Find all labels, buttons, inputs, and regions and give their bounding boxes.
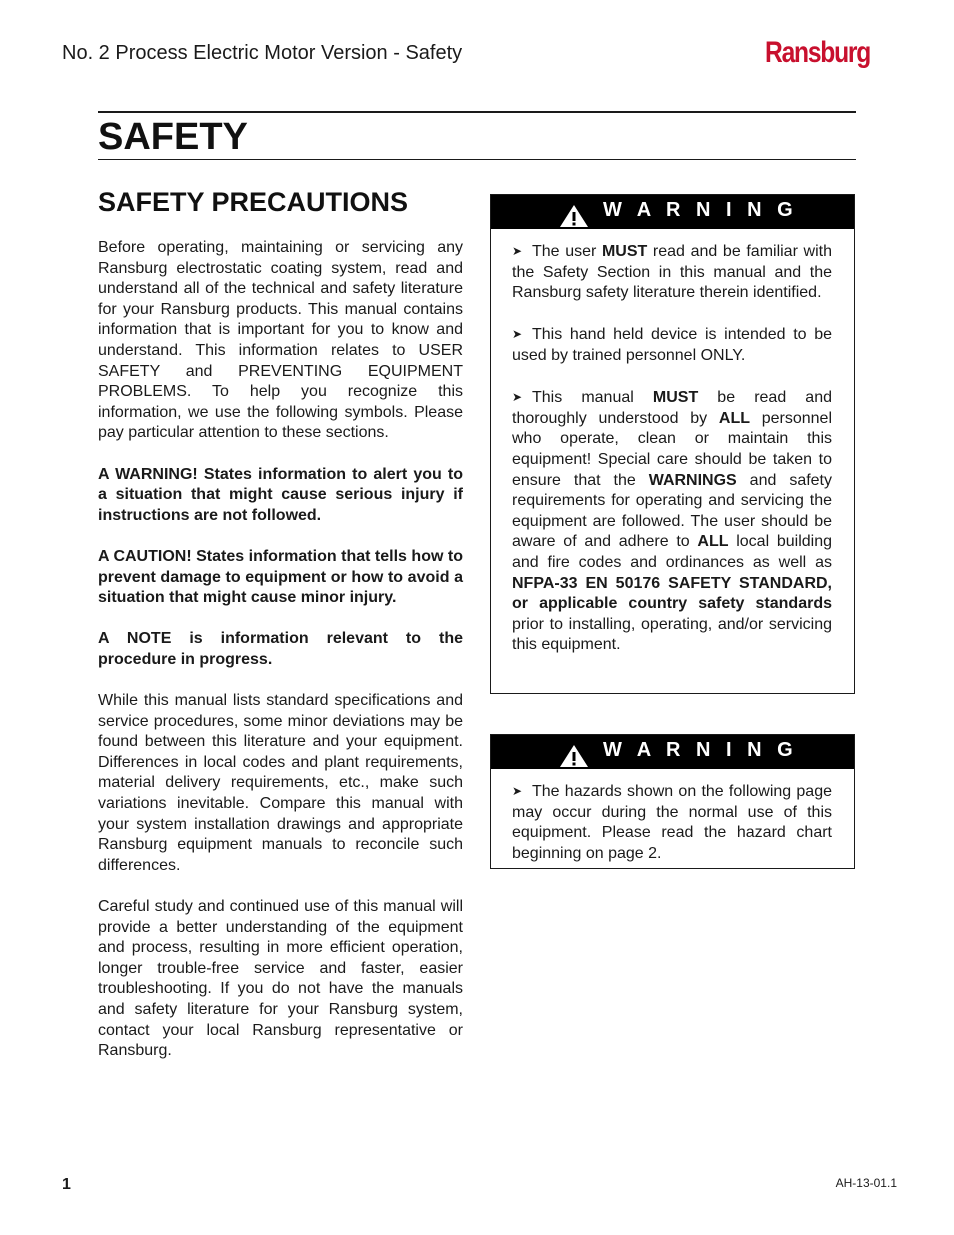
warning-header [491,195,854,229]
ransburg-logo: Ransburg [765,36,870,69]
warning-triangle-icon [559,204,589,228]
arrow-bullet-icon: ➤ [512,244,523,258]
title-rule-top [98,111,856,113]
warning-header [491,735,854,769]
warning-label: W A R N I N G [603,739,798,761]
caution-definition: A CAUTION! States information that tells how to prevent damage to equipment or how to avoid a situation that might cause minor injury. [98,547,463,607]
warning-body [491,229,854,670]
warning-triangle-icon [559,744,589,768]
running-header: No. 2 Process Electric Motor Version - Safety [62,42,463,64]
safety-precautions-body [98,238,463,1082]
section-title: SAFETY PRECAUTIONS [98,187,409,217]
warning-box-1 [490,194,855,694]
page-number: 1 [62,1176,71,1193]
page-title: SAFETY [98,116,248,158]
intro-paragraph: Before operating, maintaining or servicing any Ransburg electrostatic coating system, read and understand all of the technical and safety literature for your Ransburg products. This manual contains information that is important for you to know and understand. This information relates to USER SAFETY and PREVENTING EQUIPMENT PROBLEMS. To help you recognize this information, we use the following symbols. Please pay particular attention to these sections. [98,239,463,442]
warning-body [491,769,854,878]
warning-item: ➤ This hand held device is intended to be used by trained personnel ONLY. [512,326,832,364]
arrow-bullet-icon: ➤ [512,784,523,798]
arrow-bullet-icon: ➤ [512,390,523,405]
warning-item: ➤ This manual MUST be read and thoroughly understood by ALL personnel who operate, clean or maintain this equipment! Special care should be taken to ensure that the WARNINGS and safety requirements for operating and servicing the equipment are followed. The user should be aware of and adhere to ALL local building and fire codes and ordinances as well as NFPA-33 EN 50176 SAFETY STANDARD, or applicable country safety standards prior to installing, operating, and/or servicing this equipment. [512,389,833,654]
arrow-bullet-icon: ➤ [512,327,523,342]
warning-definition: A WARNING! States information to alert you to a situation that might cause serious injury if instructions are not followed. [98,465,463,524]
warning-item: ➤ The hazards shown on the following page may occur during the normal use of this equipment. Please read the hazard chart beginning on page 2. [512,783,832,862]
title-rule-bottom [98,159,856,160]
deviations-paragraph: While this manual lists standard specifications and service procedures, some minor deviations may be found between this literature and your equipment. Differences in local codes and plant requirements, material delivery requirements, etc., make such variations inevitable. Compare this manual with your system installation drawings and appropriate Ransburg equipment manuals to reconcile such differences. [98,692,463,874]
warning-box-2 [490,734,855,869]
study-paragraph: Careful study and continued use of this manual will provide a better understanding of the equipment and process, resulting in more efficient operation, longer trouble-free service and faster, easier troubleshooting. If you do not have the manuals and safety literature for your Ransburg system, contact your local Ransburg representative or Ransburg. [98,898,463,1060]
warning-item: ➤ The user MUST read and be familiar with the Safety Section in this manual and the Ransburg safety literature therein identified. [512,243,832,302]
document-code: AH-13-01.1 [835,1176,897,1190]
note-definition: A NOTE is information relevant to the procedure in progress. [98,630,463,668]
warning-label: W A R N I N G [603,199,798,221]
